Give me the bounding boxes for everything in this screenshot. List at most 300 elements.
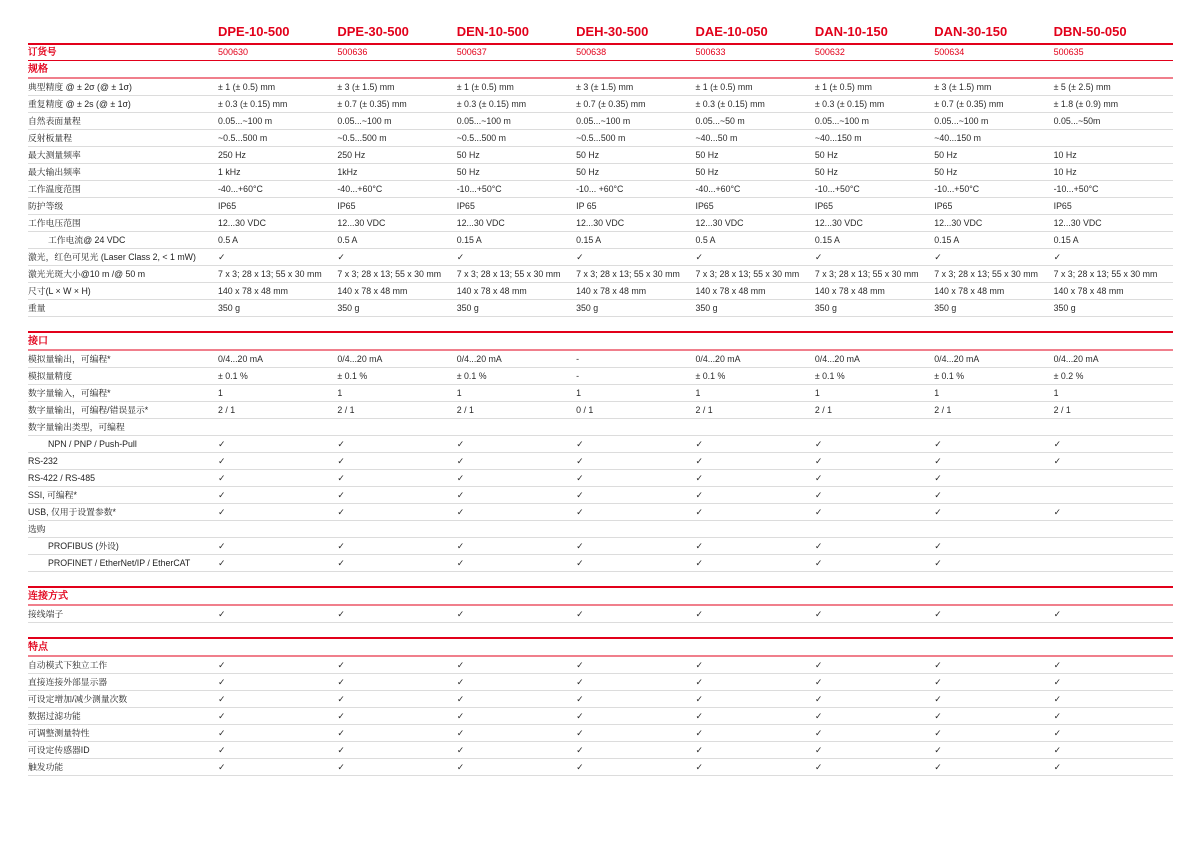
check-icon: ✓ (695, 507, 704, 517)
check-icon: ✓ (934, 558, 942, 568)
row-label: PROFINET / EtherNet/IP / EtherCAT (48, 558, 191, 568)
check-icon: ✓ (934, 439, 942, 449)
spec-value-cell: 140 x 78 x 48 mm (456, 286, 527, 296)
check-icon: ✓ (218, 558, 226, 568)
check-icon: ✓ (456, 694, 465, 704)
check-icon: ✓ (934, 609, 942, 619)
check-icon: ✓ (218, 711, 226, 721)
model-header: DBN-50-050 (1053, 24, 1127, 39)
spec-value-cell: 0.5 A (337, 235, 358, 245)
check-icon: ✓ (1053, 456, 1062, 466)
check-icon: ✓ (576, 694, 584, 704)
check-icon: ✓ (934, 660, 942, 670)
spec-value-cell: ± 0.1 % (695, 371, 726, 381)
spec-value-cell: 0.05...~100 m (934, 116, 989, 126)
spec-row (28, 453, 1173, 470)
check-icon: ✓ (814, 439, 823, 449)
spec-row (28, 725, 1173, 742)
check-icon: ✓ (814, 456, 823, 466)
row-label: 直接连接外部显示器 (28, 677, 108, 687)
row-label: 自动模式下独立工作 (28, 660, 108, 670)
spec-value-cell: 0.05...~50 m (695, 116, 745, 126)
spec-value-cell: 0.5 A (695, 235, 716, 245)
spec-value-cell: 140 x 78 x 48 mm (218, 286, 288, 296)
order-number: 500632 (814, 47, 845, 57)
check-icon: ✓ (1053, 745, 1062, 755)
check-icon: ✓ (814, 762, 823, 772)
spec-value-cell: ± 0.1 % (218, 371, 248, 381)
spec-value-cell: 0/4...20 mA (695, 354, 741, 364)
check-icon: ✓ (456, 745, 465, 755)
check-icon: ✓ (456, 762, 465, 772)
check-icon: ✓ (814, 490, 823, 500)
check-icon: ✓ (218, 762, 226, 772)
check-icon: ✓ (456, 252, 465, 262)
row-label: 选购 (28, 524, 46, 534)
section-title-row (28, 331, 1173, 351)
row-label: 防护等级 (28, 201, 64, 211)
spec-row (28, 487, 1173, 504)
spec-value-cell: 7 x 3; 28 x 13; 55 x 30 mm (814, 269, 919, 279)
spec-value-cell: 10 Hz (1053, 150, 1077, 160)
row-label: 数字量输出类型，可编程 (28, 422, 125, 432)
spec-row (28, 436, 1173, 453)
check-icon: ✓ (934, 711, 942, 721)
spec-value-cell: 7 x 3; 28 x 13; 55 x 30 mm (934, 269, 1038, 279)
check-icon: ✓ (1053, 711, 1062, 721)
spec-value-cell: 350 g (814, 303, 837, 313)
check-icon: ✓ (456, 558, 465, 568)
spec-row (28, 266, 1173, 283)
order-number: 500634 (934, 47, 965, 57)
spec-value-cell: 12...30 VDC (814, 218, 863, 228)
spec-value-cell: 350 g (337, 303, 360, 313)
spec-value-cell: 7 x 3; 28 x 13; 55 x 30 mm (337, 269, 442, 279)
spec-value-cell: 350 g (218, 303, 241, 313)
spec-value-cell: -10...+50°C (456, 184, 502, 194)
spec-value-cell: 7 x 3; 28 x 13; 55 x 30 mm (456, 269, 561, 279)
check-icon: ✓ (337, 762, 345, 772)
spec-value-cell: 12...30 VDC (1053, 218, 1102, 228)
spec-value-cell: ± 0.3 (± 0.15) mm (695, 99, 765, 109)
spec-value-cell: 0.05...~100 m (576, 116, 631, 126)
check-icon: ✓ (695, 728, 704, 738)
check-icon: ✓ (337, 660, 345, 670)
spec-row (28, 606, 1173, 623)
spec-value-cell: ± 3 (± 1.5) mm (934, 82, 992, 92)
row-label: RS-232 (28, 456, 58, 466)
spec-value-cell: 1kHz (337, 167, 358, 177)
row-label: 可调整测量特性 (28, 728, 90, 738)
check-icon: ✓ (1053, 762, 1062, 772)
spec-value-cell: 2 / 1 (1053, 405, 1071, 415)
check-icon: ✓ (218, 473, 226, 483)
model-header: DEN-10-500 (456, 24, 530, 39)
check-icon: ✓ (576, 677, 584, 687)
spec-row (28, 742, 1173, 759)
spec-value-cell: 1 (934, 388, 940, 398)
spec-value-cell: 50 Hz (695, 150, 719, 160)
spec-value-cell: 0.15 A (1053, 235, 1079, 245)
check-icon: ✓ (337, 252, 345, 262)
row-label: 接线端子 (28, 609, 64, 619)
spec-value-cell: 1 (456, 388, 462, 398)
check-icon: ✓ (456, 728, 465, 738)
check-icon: ✓ (218, 609, 226, 619)
spec-row (28, 521, 1173, 538)
check-icon: ✓ (934, 677, 942, 687)
row-label: USB, 仅用于设置参数* (28, 507, 116, 517)
row-label: 典型精度 @ ± 2σ (@ ± 1σ) (28, 82, 132, 92)
order-number: 500630 (218, 47, 249, 57)
check-icon: ✓ (695, 558, 704, 568)
spec-value-cell: 350 g (456, 303, 479, 313)
spec-row (28, 130, 1173, 147)
spec-value-cell: 1 (576, 388, 582, 398)
spec-value-cell: 0.05...~100 m (456, 116, 511, 126)
spec-row (28, 470, 1173, 487)
spec-value-cell: ~40...150 m (934, 133, 981, 143)
spec-value-cell: 50 Hz (814, 150, 838, 160)
spec-value-cell: ± 3 (± 1.5) mm (576, 82, 634, 92)
check-icon: ✓ (218, 745, 226, 755)
check-icon: ✓ (456, 711, 465, 721)
spec-value-cell: 0/4...20 mA (337, 354, 383, 364)
check-icon: ✓ (337, 728, 345, 738)
check-icon: ✓ (456, 490, 465, 500)
spec-row (28, 759, 1173, 776)
spec-value-cell: 1 kHz (218, 167, 241, 177)
spec-value-cell: -10...+50°C (814, 184, 860, 194)
spec-row (28, 691, 1173, 708)
spec-row (28, 96, 1173, 113)
spec-value-cell: 7 x 3; 28 x 13; 55 x 30 mm (1053, 269, 1158, 279)
spec-value-cell: ± 0.1 % (814, 371, 845, 381)
spec-value-cell: 2 / 1 (218, 405, 236, 415)
spec-value-cell: 50 Hz (934, 150, 958, 160)
check-icon: ✓ (576, 745, 584, 755)
spec-row (28, 283, 1173, 300)
check-icon: ✓ (1053, 728, 1062, 738)
section-connection (28, 586, 1173, 623)
spec-value-cell: 2 / 1 (456, 405, 474, 415)
spec-row (28, 555, 1173, 572)
check-icon: ✓ (695, 439, 704, 449)
check-icon: ✓ (695, 609, 704, 619)
spec-value-cell: 0/4...20 mA (1053, 354, 1099, 364)
check-icon: ✓ (218, 456, 226, 466)
check-icon: ✓ (337, 456, 345, 466)
model-header-row (28, 24, 1173, 45)
spec-value-cell: 0.05...~50m (1053, 116, 1101, 126)
spec-value-cell: ~0.5...500 m (218, 133, 268, 143)
spec-value-cell: 0/4...20 mA (814, 354, 860, 364)
spec-row (28, 164, 1173, 181)
spec-value-cell: 0/4...20 mA (218, 354, 263, 364)
spec-value-cell: 0.15 A (456, 235, 482, 245)
order-number: 500635 (1053, 47, 1084, 57)
spec-row (28, 181, 1173, 198)
spec-value-cell: -40...+60°C (337, 184, 383, 194)
model-header: DAN-30-150 (934, 24, 1008, 39)
spec-value-cell: 1 (695, 388, 701, 398)
spec-value-cell: ± 1 (± 0.5) mm (695, 82, 753, 92)
order-number-label: 订货号 (28, 47, 57, 58)
check-icon: ✓ (1053, 252, 1062, 262)
spec-value-cell: ± 0.2 % (1053, 371, 1084, 381)
spec-value-cell: 0.15 A (934, 235, 960, 245)
check-icon: ✓ (814, 541, 823, 551)
order-number: 500637 (456, 47, 487, 57)
spec-value-cell: IP65 (695, 201, 714, 211)
spec-value-cell: ± 0.1 % (456, 371, 487, 381)
row-label: SSI, 可编程* (28, 490, 77, 500)
spec-value-cell: 140 x 78 x 48 mm (814, 286, 885, 296)
spec-value-cell: 1 (1053, 388, 1059, 398)
check-icon: ✓ (695, 745, 704, 755)
row-label: NPN / PNP / Push-Pull (48, 439, 137, 449)
check-icon: ✓ (576, 711, 584, 721)
row-label: RS-422 / RS-485 (28, 473, 95, 483)
row-label: 工作电压范围 (28, 218, 81, 228)
spec-value-cell: ± 0.7 (± 0.35) mm (934, 99, 1004, 109)
row-label: 可设定传感器ID (28, 745, 90, 755)
spec-value-cell: 12...30 VDC (218, 218, 266, 228)
row-label: 工作温度范围 (28, 184, 81, 194)
check-icon: ✓ (814, 507, 823, 517)
check-icon: ✓ (1053, 677, 1062, 687)
spec-value-cell: ± 0.7 (± 0.35) mm (576, 99, 646, 109)
check-icon: ✓ (337, 677, 345, 687)
spec-value-cell: ± 1 (± 0.5) mm (814, 82, 872, 92)
check-icon: ✓ (456, 473, 465, 483)
check-icon: ✓ (456, 609, 465, 619)
spec-row (28, 300, 1173, 317)
row-label: 数字量输出，可编程/错误显示* (28, 405, 149, 415)
check-icon: ✓ (456, 507, 465, 517)
check-icon: ✓ (695, 694, 704, 704)
check-icon: ✓ (814, 694, 823, 704)
check-icon: ✓ (337, 541, 345, 551)
row-label: 数字量输入，可编程* (28, 388, 111, 398)
spec-value-cell: IP 65 (576, 201, 597, 211)
sections-container (28, 61, 1173, 776)
spec-value-cell: 50 Hz (576, 150, 600, 160)
spec-value-cell: ~0.5...500 m (337, 133, 387, 143)
check-icon: ✓ (218, 541, 226, 551)
row-label: 反射板量程 (28, 133, 72, 143)
check-icon: ✓ (456, 660, 465, 670)
row-label: 重量 (28, 303, 46, 313)
check-icon: ✓ (695, 252, 704, 262)
check-icon: ✓ (814, 728, 823, 738)
check-icon: ✓ (218, 252, 226, 262)
check-icon: ✓ (337, 490, 345, 500)
spec-row (28, 147, 1173, 164)
spec-value-cell: 350 g (934, 303, 957, 313)
spec-row (28, 419, 1173, 436)
check-icon: ✓ (337, 745, 345, 755)
check-icon: ✓ (576, 507, 584, 517)
check-icon: ✓ (576, 439, 584, 449)
spec-value-cell: 2 / 1 (695, 405, 713, 415)
spec-value-cell: 12...30 VDC (456, 218, 505, 228)
row-label: 触发功能 (28, 762, 64, 772)
row-label: 激光，红色可见光 (Laser Class 2, < 1 mW) (28, 252, 196, 262)
spec-value-cell: 7 x 3; 28 x 13; 55 x 30 mm (218, 269, 322, 279)
section-title-row (28, 586, 1173, 606)
spec-value-cell: ~40...150 m (814, 133, 862, 143)
check-icon: ✓ (934, 728, 942, 738)
spec-row (28, 232, 1173, 249)
check-icon: ✓ (576, 473, 584, 483)
spec-value-cell: 50 Hz (814, 167, 838, 177)
spec-value-cell: 7 x 3; 28 x 13; 55 x 30 mm (576, 269, 680, 279)
spec-row (28, 215, 1173, 232)
spec-value-cell: 0.05...~100 m (218, 116, 273, 126)
check-icon: ✓ (695, 490, 704, 500)
spec-value-cell: 350 g (576, 303, 599, 313)
check-icon: ✓ (695, 677, 704, 687)
spec-value-cell: ~40...50 m (695, 133, 738, 143)
spec-value-cell: 12...30 VDC (337, 218, 386, 228)
spec-value-cell: ± 0.3 (± 0.15) mm (218, 99, 288, 109)
check-icon: ✓ (934, 490, 942, 500)
check-icon: ✓ (934, 507, 942, 517)
spec-value-cell: ± 1 (± 0.5) mm (218, 82, 276, 92)
spec-value-cell: 0.15 A (814, 235, 840, 245)
check-icon: ✓ (814, 558, 823, 568)
check-icon: ✓ (695, 762, 704, 772)
model-header: DEH-30-500 (576, 24, 649, 39)
spec-value-cell: IP65 (456, 201, 475, 211)
check-icon: ✓ (1053, 439, 1062, 449)
spec-row (28, 385, 1173, 402)
check-icon: ✓ (456, 677, 465, 687)
spec-value-cell: 0.15 A (576, 235, 602, 245)
spec-value-cell: ± 0.3 (± 0.15) mm (456, 99, 527, 109)
spec-value-cell: IP65 (934, 201, 953, 211)
check-icon: ✓ (456, 456, 465, 466)
spec-value-cell: 50 Hz (934, 167, 958, 177)
check-icon: ✓ (218, 728, 226, 738)
spec-value-cell: 0.05...~100 m (814, 116, 869, 126)
check-icon: ✓ (576, 456, 584, 466)
check-icon: ✓ (814, 252, 823, 262)
spec-value-cell: -40...+60°C (218, 184, 263, 194)
check-icon: ✓ (814, 711, 823, 721)
order-number: 500633 (695, 47, 726, 57)
spec-value-cell: - (576, 371, 580, 381)
check-icon: ✓ (934, 473, 942, 483)
check-icon: ✓ (218, 660, 226, 670)
check-icon: ✓ (1053, 694, 1062, 704)
check-icon: ✓ (337, 609, 345, 619)
spec-row (28, 538, 1173, 555)
check-icon: ✓ (337, 711, 345, 721)
check-icon: ✓ (576, 541, 584, 551)
spec-value-cell: 0.05...~100 m (337, 116, 392, 126)
spec-row (28, 402, 1173, 419)
spec-value-cell: 7 x 3; 28 x 13; 55 x 30 mm (695, 269, 800, 279)
spec-row (28, 708, 1173, 725)
spec-table (28, 24, 1173, 776)
check-icon: ✓ (337, 507, 345, 517)
check-icon: ✓ (814, 677, 823, 687)
spec-value-cell: ± 0.1 % (934, 371, 965, 381)
spec-row (28, 368, 1173, 385)
check-icon: ✓ (218, 694, 226, 704)
check-icon: ✓ (337, 558, 345, 568)
spec-value-cell: 140 x 78 x 48 mm (576, 286, 647, 296)
row-label: 模拟量输出，可编程* (28, 354, 111, 364)
spec-value-cell: 250 Hz (337, 150, 366, 160)
check-icon: ✓ (934, 541, 942, 551)
check-icon: ✓ (695, 660, 704, 670)
spec-value-cell: ± 1 (± 0.5) mm (456, 82, 514, 92)
check-icon: ✓ (218, 490, 226, 500)
order-number: 500636 (337, 47, 368, 57)
check-icon: ✓ (814, 473, 823, 483)
spec-value-cell: -10...+50°C (934, 184, 980, 194)
spec-value-cell: ~0.5...500 m (576, 133, 626, 143)
spec-value-cell: 50 Hz (456, 150, 480, 160)
check-icon: ✓ (456, 541, 465, 551)
spec-value-cell: 12...30 VDC (934, 218, 983, 228)
spec-row (28, 249, 1173, 266)
check-icon: ✓ (934, 762, 942, 772)
check-icon: ✓ (337, 694, 345, 704)
check-icon: ✓ (934, 745, 942, 755)
model-header: DPE-10-500 (218, 24, 290, 39)
spec-value-cell: 140 x 78 x 48 mm (934, 286, 1005, 296)
spec-value-cell: ± 5 (± 2.5) mm (1053, 82, 1111, 92)
check-icon: ✓ (337, 473, 345, 483)
spec-value-cell: 350 g (695, 303, 718, 313)
spec-value-cell: 2 / 1 (814, 405, 832, 415)
check-icon: ✓ (695, 541, 704, 551)
check-icon: ✓ (218, 507, 226, 517)
spec-value-cell: - (576, 354, 580, 364)
spec-value-cell: 12...30 VDC (695, 218, 744, 228)
spec-value-cell: ~0.5...500 m (456, 133, 506, 143)
check-icon: ✓ (934, 694, 942, 704)
spec-value-cell: 1 (337, 388, 343, 398)
section-title-row (28, 61, 1173, 79)
check-icon: ✓ (576, 660, 584, 670)
spec-value-cell: -10... +60°C (576, 184, 624, 194)
model-header: DAN-10-150 (814, 24, 888, 39)
section-title-row (28, 637, 1173, 657)
spec-value-cell: 1 (814, 388, 820, 398)
model-header: DPE-30-500 (337, 24, 409, 39)
check-icon: ✓ (814, 660, 823, 670)
check-icon: ✓ (576, 490, 584, 500)
spec-row (28, 351, 1173, 368)
check-icon: ✓ (456, 439, 465, 449)
check-icon: ✓ (814, 745, 823, 755)
spec-value-cell: IP65 (1053, 201, 1072, 211)
check-icon: ✓ (934, 456, 942, 466)
spec-value-cell: 50 Hz (695, 167, 719, 177)
check-icon: ✓ (934, 252, 942, 262)
spec-value-cell: ± 3 (± 1.5) mm (337, 82, 395, 92)
spec-row (28, 504, 1173, 521)
spec-value-cell: ± 0.3 (± 0.15) mm (814, 99, 885, 109)
spec-value-cell: 2 / 1 (934, 405, 952, 415)
spec-row (28, 79, 1173, 96)
spec-value-cell: 140 x 78 x 48 mm (337, 286, 408, 296)
